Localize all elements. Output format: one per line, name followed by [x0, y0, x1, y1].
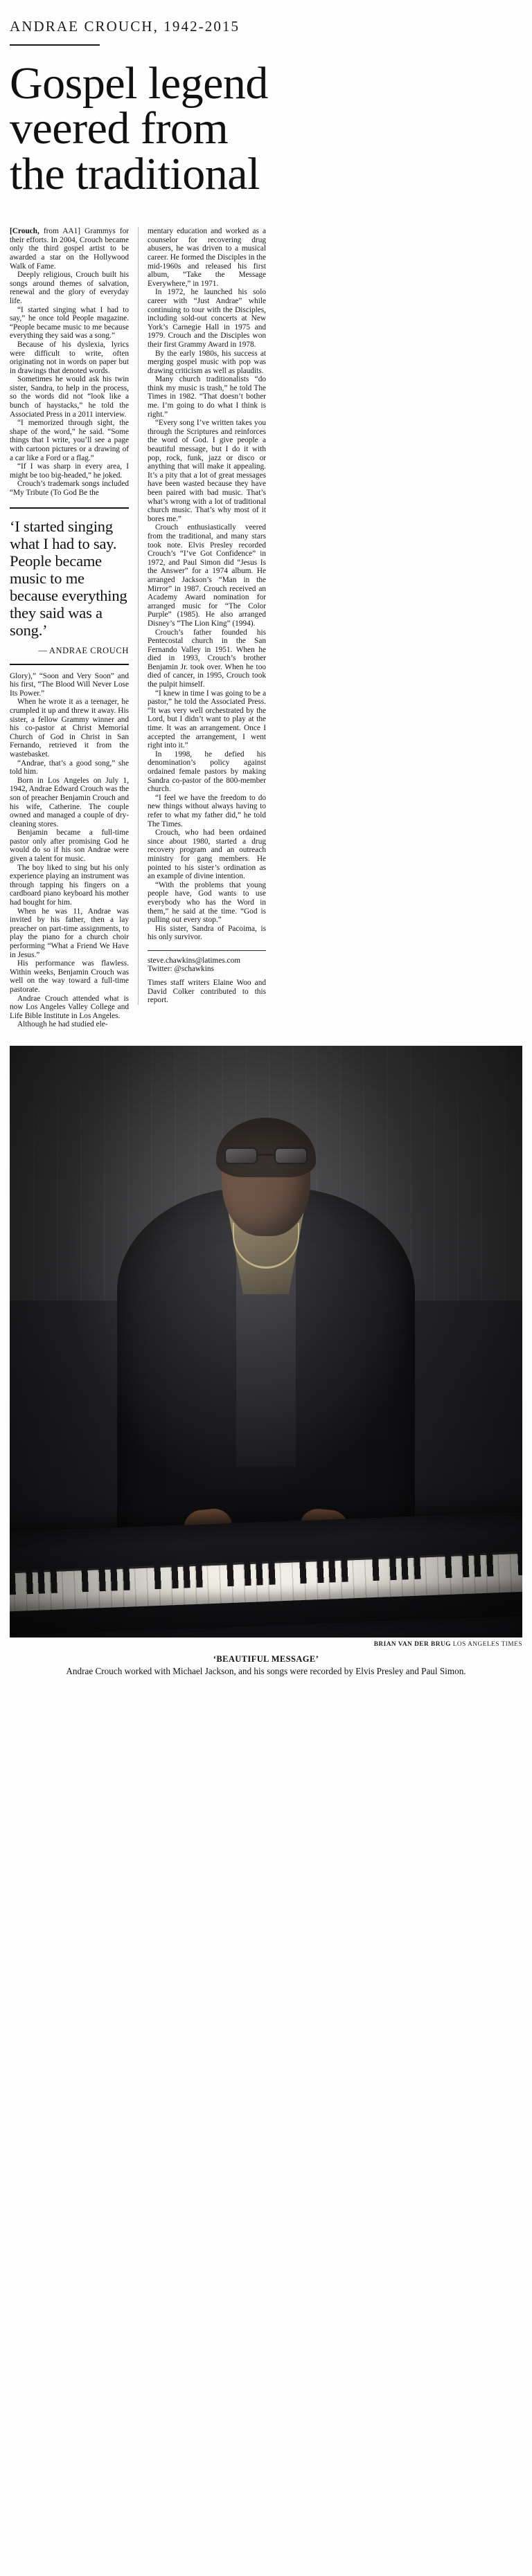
paragraph: “If I was sharp in every area, I might be too big-headed,” he joked.: [10, 462, 129, 480]
headline-line-2: veered from: [10, 103, 229, 154]
paragraph: By the early 1980s, his success at merging gospel music with pop was drawing criticism as well as plaudits.: [148, 349, 266, 375]
paragraph: Crouch’s father founded his Pentecostal church in the San Fernando Valley in 1951. When he died in 1993, Crouch’s brother Benjamin Jr. took over. When he too died of cancer, in 1995, Crouch took the pulpit himself.: [148, 628, 266, 689]
paragraph: Grammys for their efforts. In 2004, Crouch became only the third gospel artist to be awarded a star on the Hollywood Walk of Fame.: [10, 227, 129, 271]
paragraph: “I memorized through sight, the shape of the word,” he said. “Some things that I write, you’ll see a page with cartoon pictures or a drawing of a car like a Ford or a flag.”: [10, 419, 129, 462]
paragraph: “I started singing what I had to say,” he once told People magazine. “People became music to me because everything they said was a song.”: [10, 305, 129, 341]
jumpline-paragraph: [10, 227, 129, 271]
paragraph: Glory),” “Soon and Very Soon” and his first, “The Blood Will Never Lose Its Power.”: [10, 671, 129, 698]
em-dash: —: [38, 645, 47, 655]
caption-kicker: ‘BEAUTIFUL MESSAGE’: [213, 1653, 319, 1664]
paragraph: Crouch enthusiastically veered from the traditional, and many stars took note. Elvis Presley recorded Crouch’s “I’ve Got Confidence” in 1972, and Paul Simon did “Jesus Is the Answer” for a 1974 album. He arranged Jackson’s “Man in the Mirror” in 1987. Crouch received an Academy Award nomination for arranged music for “The Color Purple” (1985). He also arranged Disney’s “The Lion King” (1994).: [148, 523, 266, 628]
caption-text: Andrae Crouch worked with Michael Jackson, and his songs were recorded by Elvis Presley and Paul Simon.: [66, 1665, 466, 1676]
contact-rule: [148, 950, 266, 951]
jumpline-rest: from AA1]: [39, 227, 81, 236]
headline-line-3: the traditional: [10, 148, 260, 199]
paragraph: Crouch’s trademark songs included “My Tribute (To God Be the: [10, 480, 129, 498]
paragraph: “Andrae, that’s a good song,” she told him.: [10, 759, 129, 777]
section-kicker: ANDRAE CROUCH, 1942-2015: [10, 18, 240, 35]
paragraph: Andrae Crouch attended what is now Los Angeles Valley College and Life Bible Institute in Los Angeles.: [10, 994, 129, 1020]
paragraph: Because of his dyslexia, lyrics were difficult to write, often originating not in words on paper but in drawings that denoted words.: [10, 340, 129, 375]
reporter-twitter[interactable]: Twitter: @schawkins: [148, 965, 214, 974]
contributor-credit: Times staff writers Elaine Woo and David Colker contributed to this report.: [148, 979, 266, 1005]
paragraph: His performance was flawless. Within weeks, Benjamin Crouch was well on the way toward a full-time pastorate.: [10, 959, 129, 994]
headline-line-1: Gospel legend: [10, 58, 268, 109]
article-columns: [10, 227, 522, 1029]
pull-quote: [10, 507, 129, 665]
paragraph: Deeply religious, Crouch built his songs around themes of salvation, renewal and the glory of everyday life.: [10, 271, 129, 305]
paragraph: “I feel we have the freedom to do new things without always having to refer to what my father did,” he told The Times.: [148, 793, 266, 828]
paragraph: Benjamin became a full-time pastor only after promising God he would do so if his son Andrae were given a talent for music.: [10, 828, 129, 864]
paragraph: Sometimes he would ask his twin sister, Sandra, to help in the process, so the words did not “look like a bunch of haystacks,” he told the Associated Press in a 2011 interview.: [10, 375, 129, 419]
paragraph: Crouch, who had been ordained since about 1980, started a drug recovery program and an outreach ministry for gang members. He pointed to his sister’s ordination as an example of divine intention.: [148, 828, 266, 881]
article-column-1: [10, 227, 138, 1029]
pull-quote-author: ANDRAE CROUCH: [48, 645, 129, 655]
photo-caption: [51, 1654, 481, 1677]
paragraph: The boy liked to sing but his only experience playing an instrument was through tapping his fingers on a cardboard piano keyboard his mother had bought for him.: [10, 863, 129, 907]
contact-block: [148, 956, 266, 1005]
page-title: [10, 58, 522, 199]
kicker-rule: [10, 44, 100, 46]
paragraph: “Every song I’ve written takes you through the Scriptures and reinforces the word of God. I give people a beautiful message, but I do it with pop, rock, funk, jazz or disco or anything that will make it appealing. It’s a pity that a lot of great messages have been wasted because they have been paired with bad music. That’s what’s wrong with a lot of traditional church music. That’s why most of it bores me.”: [148, 419, 266, 523]
paragraph: “I knew in time I was going to be a pastor,” he told the Associated Press. “It was very well orchestrated by the Lord, but I didn’t want to play at the time. It was an arrangement. Once I accepted the arrangement, I went right into it.”: [148, 689, 266, 750]
paragraph: In 1972, he launched his solo career with “Just Andrae” while continuing to tour with the Disciples, including sold-out concerts at New York’s Carnegie Hall in 1975 and 1979. Crouch and the Disciples won their first Grammy Award in 1978.: [148, 288, 266, 349]
photo-credit-name: BRIAN VAN DER BRUG: [373, 1640, 451, 1648]
jumpline-bold: [Crouch,: [10, 227, 39, 236]
photo-credit-org: LOS ANGELES TIMES: [452, 1640, 522, 1648]
paragraph: Born in Los Angeles on July 1, 1942, Andrae Edward Crouch was the son of preacher Benjamin Crouch and his wife, Catherine. The couple owned and managed a couple of dry-cleaning stores.: [10, 776, 129, 828]
pull-quote-attribution: [10, 646, 129, 656]
article-photo: [10, 1046, 522, 1638]
reporter-email[interactable]: steve.chawkins@latimes.com: [148, 956, 241, 965]
paragraph: Although he had studied ele-: [17, 1020, 108, 1029]
article-column-2: [138, 227, 266, 1005]
paragraph: When he was 11, Andrae was invited by his father, then a lay preacher on part-time assignments, to play the piano for a church choir performing “What a Friend We Have in Jesus.”: [10, 907, 129, 959]
paragraph: Many church traditionalists “do think my music is trash,” he told The Times in 1982. “That doesn’t bother me. I’m going to do what I think is right.”: [148, 375, 266, 419]
paragraph: His sister, Sandra of Pacoima, is his only survivor.: [148, 924, 266, 942]
pull-quote-text: ‘I started singing what I had to say. People became music to me because everything they said was a song.’: [10, 517, 127, 639]
photo-credit: [10, 1641, 522, 1648]
photo-block: [10, 1046, 522, 1677]
paragraph: When he wrote it as a teenager, he crumpled it up and threw it away. His sister, a fellow Grammy winner and his co-pastor at Christ Memorial Church of God in Christ in San Fernando, retrieved it from the wastebasket.: [10, 698, 129, 759]
paragraph: mentary education and worked as a counselor for recovering drug abusers, he was driven to a musical career. He formed the Disciples in the mid-1960s and released his first album, “Take the Message Everywhere,” in 1971.: [148, 227, 266, 288]
paragraph: “With the problems that young people have, God wants to use everybody who has the Word in them,” he said at the time. “God is pulling out every stop.”: [148, 880, 266, 925]
photo-vignette: [10, 1046, 522, 1638]
paragraph: In 1998, he defied his denomination’s policy against ordained female pastors by making Sandra co-pastor of the 800-member church.: [148, 750, 266, 794]
